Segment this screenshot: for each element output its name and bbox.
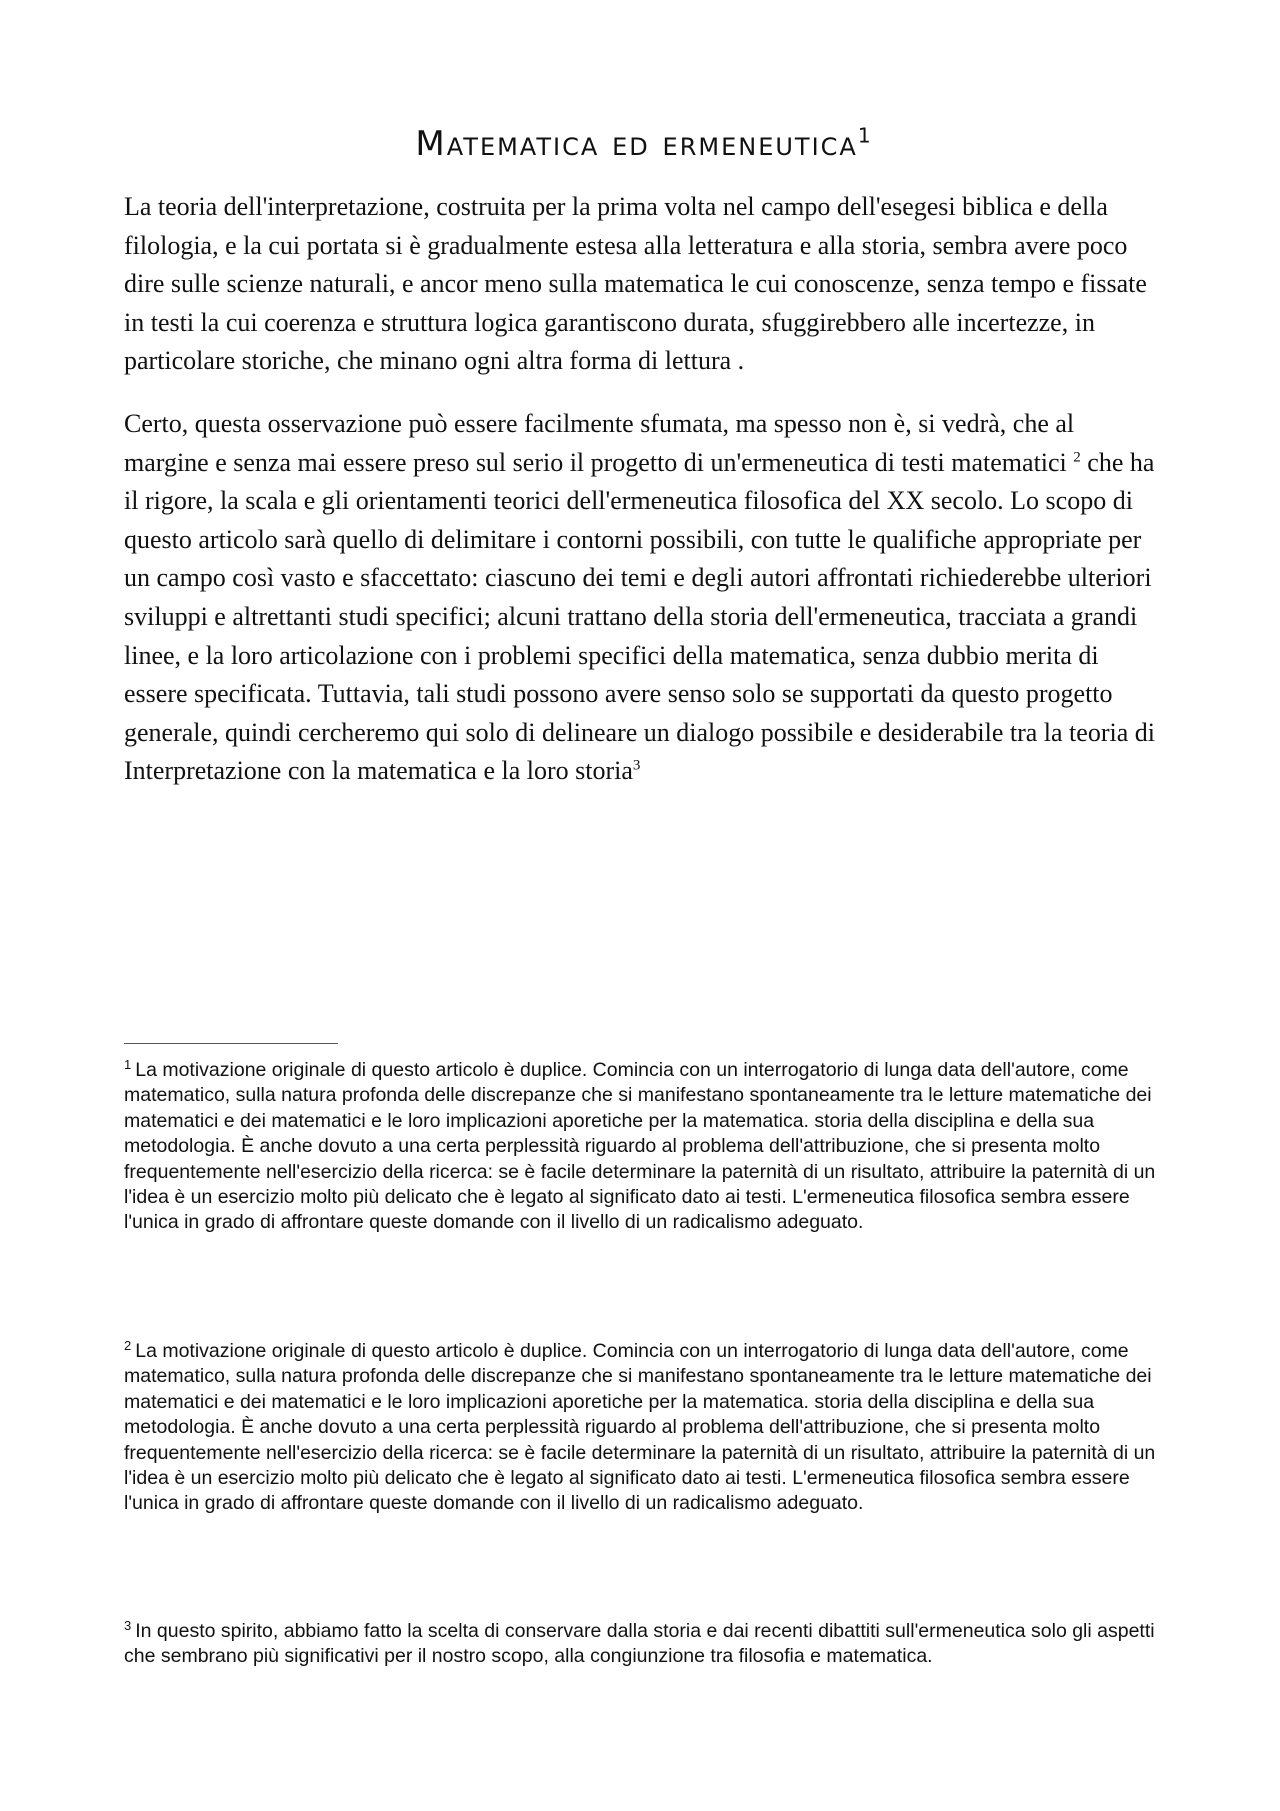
title-footnote-ref[interactable]: 1 [857,123,873,148]
footnote-1-text: La motivazione originale di questo articolo è duplice. Comincia con un interrogatorio di lunga data dell'autore, come matematico, sulla natura profonda delle discrepanze che si manifestano spontaneamente tra le letture matematiche dei matematici e dei matematici e le loro implicazioni aporetiche per la matematica. storia della disciplina e della sua metodologia. È anche dovuto a una certa perplessità riguardo al problema dell'attribuzione, che si presenta molto frequentemente nell'esercizio della ricerca: se è facile determinare la paternità di un risultato, attribuire la paternità di un l'idea è un esercizio molto più delicato che è legato al significato dato ai testi. L'ermeneutica filosofica sembra essere l'unica in grado di affrontare queste domande con il livello di un radicalismo adeguato. [124,1059,1156,1234]
footnote-ref-2[interactable]: 2 [1073,448,1081,465]
paragraph-2-text-b: che ha il rigore, la scala e gli orientamenti teorici dell'ermeneutica filosofica del XX secolo. Lo scopo di questo articolo sarà quello di delimitare i contorni possibili, con tutte le qualifiche appropriate per un campo così vasto e sfaccettato: ciascuno dei temi e degli autori affrontati richiederebbe ulteriori sviluppi e altrettanti studi specifici; alcuni trattano della storia dell'ermeneutica, tracciata a grandi linee, e la loro articolazione con i problemi specifici della matematica, senza dubbio merita di essere specificata. Tuttavia, tali studi possono avere senso solo se supportati da questo progetto generale, quindi cercheremo qui solo di delineare un dialogo possibile e desiderabile tra la teoria di Interpretazione con la matematica e la loro storia [124,447,1155,786]
paragraph-1 [124,188,1164,381]
title-text: Matematica ed ermeneutica [415,124,858,164]
footnote-1-number: 1 [124,1056,132,1072]
footnote-separator [124,1043,338,1044]
footnote-3-text: In questo spirito, abbiamo fatto la scelta di conservare dalla storia e dai recenti dibattiti sull'ermeneutica solo gli aspetti che sembrano più significativi per il nostro scopo, alla congiunzione tra filosofia e matematica. [124,1620,1155,1668]
footnote-3-number: 3 [124,1617,132,1633]
footnote-2-number: 2 [124,1337,132,1353]
footnote-2-text: La motivazione originale di questo articolo è duplice. Comincia con un interrogatorio di lunga data dell'autore, come matematico, sulla natura profonda delle discrepanze che si manifestano spontaneamente tra le letture matematiche dei matematici e dei matematici e le loro implicazioni aporetiche per la matematica. storia della disciplina e della sua metodologia. È anche dovuto a una certa perplessità riguardo al problema dell'attribuzione, che si presenta molto frequentemente nell'esercizio della ricerca: se è facile determinare la paternità di un risultato, attribuire la paternità di un l'idea è un esercizio molto più delicato che è legato al significato dato ai testi. L'ermeneutica filosofica sembra essere l'unica in grado di affrontare queste domande con il livello di un radicalismo adeguato. [124,1340,1156,1515]
paragraph-2-text-a: Certo, questa osservazione può essere facilmente sfumata, ma spesso non è, si vedrà, che al margine e senza mai essere preso sul serio il progetto di un'ermeneutica di testi matematici [124,408,1075,477]
paragraph-2 [124,405,1164,791]
footnote-1 [124,1058,1164,1236]
footnote-3 [124,1619,1164,1670]
document-title [124,124,1164,164]
body-text [124,188,1164,815]
paragraph-1-text: La teoria dell'interpretazione, costruita per la prima volta nel campo dell'esegesi biblica e della filologia, e la cui portata si è gradualmente estesa alla letteratura e alla storia, sembra avere poco dire sulle scienze naturali, e ancor meno sulla matematica le cui conoscenze, senza tempo e fissate in testi la cui coerenza e struttura logica garantiscono durata, sfuggirebbero alle incertezze, in particolare storiche, che minano ogni altra forma di lettura . [124,192,1147,376]
footnote-ref-3[interactable]: 3 [632,757,641,774]
footnote-2 [124,1339,1164,1517]
